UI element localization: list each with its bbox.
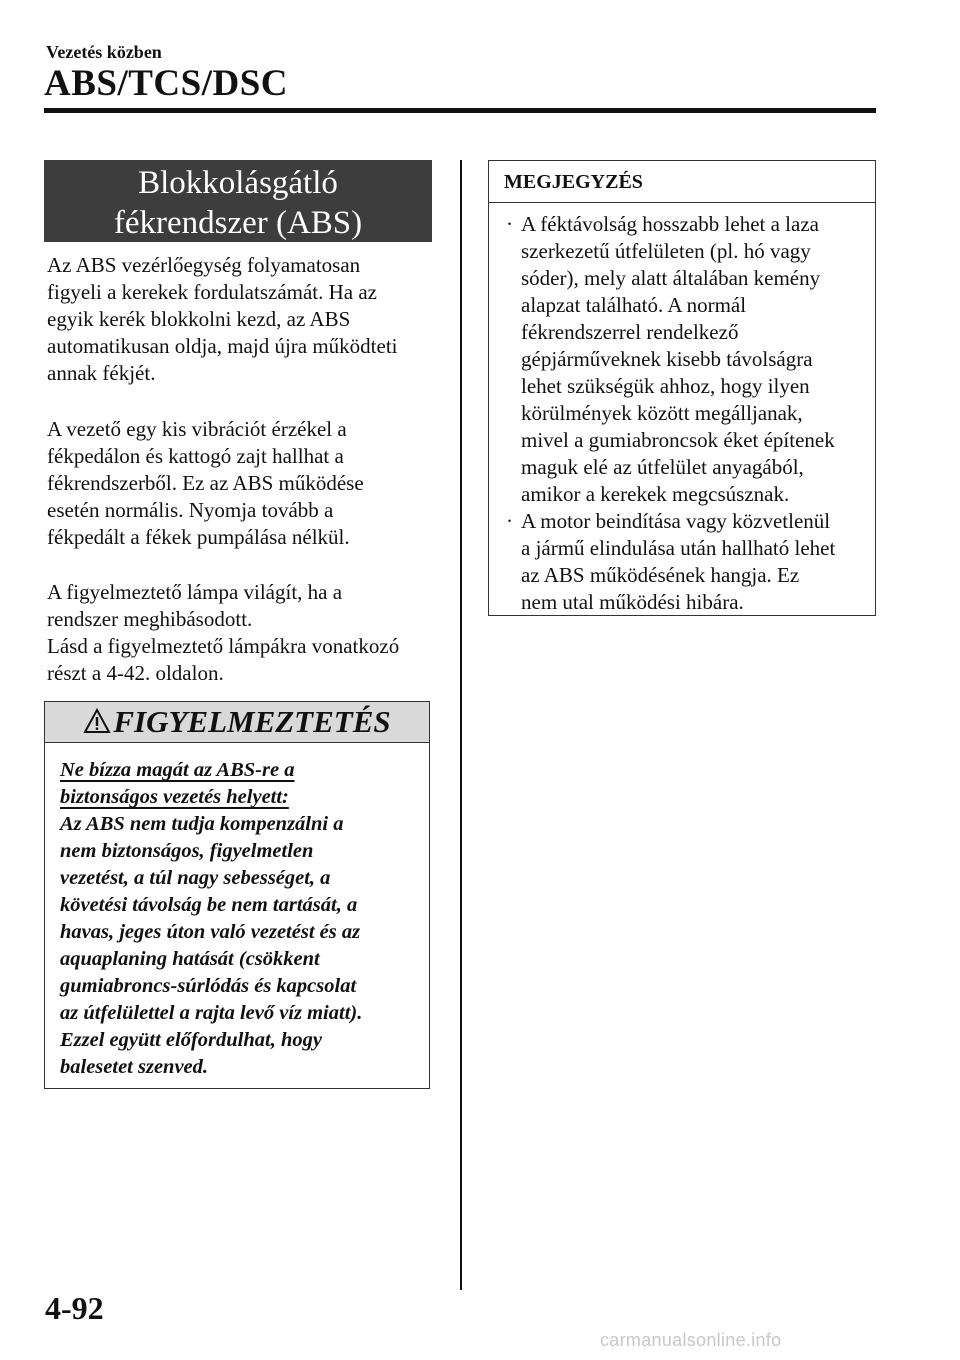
note-text-line: A féktávolság hosszabb lehet a laza (521, 212, 819, 236)
note-text-line: fékrendszerrel rendelkező (521, 320, 739, 344)
paragraph-vibration (47, 416, 432, 551)
note-text-line: az ABS működésének hangja. Ez (521, 563, 800, 587)
note-text-line: maguk elé az útfelület anyagából, (521, 455, 804, 479)
column-divider (460, 160, 462, 1290)
text-line: esetén normális. Nyomja tovább a (47, 498, 334, 522)
note-text-line: A motor beindítása vagy közvetlenül (521, 509, 831, 533)
text-line: fékpedálon és kattogó zajt hallhat a (47, 444, 344, 468)
warning-heading-line: Ne bízza magát az ABS-re a (60, 759, 295, 781)
section-title-line2: fékrendszer (ABS) (113, 205, 363, 241)
warning-text-line: nem biztonságos, figyelmetlen (60, 840, 314, 862)
text-line: fékrendszerből. Ez az ABS működése (47, 471, 364, 495)
watermark: carmanualsonline.info (600, 1330, 782, 1350)
note-text-line: szerkezetű útfelületen (pl. hó vagy (521, 239, 811, 263)
note-text-line: lehet szükségük ahhoz, hogy ilyen (521, 374, 810, 398)
text-line: Lásd a figyelmeztető lámpákra vonatkozó (47, 634, 400, 658)
warning-text-line: Az ABS nem tudja kompenzálni a (60, 813, 344, 835)
text-line: egyik kerék blokkolni kezd, az ABS (47, 307, 351, 331)
note-text-line: gépjárműveknek kisebb távolságra (521, 347, 813, 371)
text-line: rendszer meghibásodott. (47, 607, 253, 631)
note-box (488, 160, 876, 616)
warning-text-line: balesetet szenved. (60, 1056, 209, 1078)
page-number: 4-92 (45, 1290, 104, 1326)
warning-text-line: vezetést, a túl nagy sebességet, a (60, 867, 331, 889)
bullet-icon: · (506, 509, 513, 533)
warning-triangle-icon (83, 708, 111, 734)
text-line: A vezető egy kis vibrációt érzékel a (47, 417, 347, 441)
note-text-line: amikor a kerekek megcsúsznak. (521, 482, 790, 506)
warning-text-line: az útfelülettel a rajta levő víz miatt). (60, 1002, 363, 1024)
warning-text-line: követési távolság be nem tartását, a (60, 894, 358, 916)
text-line: A figyelmeztető lámpa világít, ha a (47, 580, 343, 604)
text-line: Az ABS vezérlőegység folyamatosan (47, 253, 361, 277)
note-text-line: nem utal működési hibára. (521, 590, 744, 614)
bullet-icon: · (506, 212, 513, 236)
text-line: figyeli a kerekek fordulatszámát. Ha az (47, 280, 378, 304)
text-line: automatikusan oldja, majd újra működteti (47, 334, 398, 358)
note-text-line: a jármű elindulása után hallható lehet (521, 536, 836, 560)
note-item (503, 211, 873, 508)
section-title-box (44, 160, 432, 242)
warning-header (45, 702, 429, 743)
warning-title: FIGYELMEZTETÉS (113, 704, 391, 739)
warning-box (44, 701, 430, 1089)
paragraph-abs-description (47, 252, 432, 387)
note-text-line: körülmények között megálljanak, (521, 401, 803, 425)
note-item (503, 508, 873, 616)
section-label: Vezetés közben (46, 42, 162, 62)
note-title: MEGJEGYZÉS (489, 161, 875, 203)
warning-text-line: havas, jeges úton való vezetést és az (60, 921, 361, 943)
section-title-line1: Blokkolásgátló (138, 165, 338, 201)
warning-text-line: aquaplaning hatását (csökkent (60, 948, 320, 970)
note-text-line: sóder), mely alatt általában kemény (521, 266, 821, 290)
note-text-line: mivel a gumiabroncsok éket építenek (521, 428, 835, 452)
text-line: fékpedált a fékek pumpálása nélkül. (47, 525, 350, 549)
warning-body (60, 757, 425, 1081)
warning-text-line: gumiabroncs-súrlódás és kapcsolat (60, 975, 357, 997)
paragraph-warning-lamp (47, 579, 432, 687)
text-line: részt a 4-42. oldalon. (47, 661, 224, 685)
page-title: ABS/TCS/DSC (44, 63, 289, 104)
warning-heading-line: biztonságos vezetés helyett: (60, 786, 289, 808)
note-body (503, 211, 873, 616)
header-divider (44, 108, 876, 113)
text-line: annak fékjét. (47, 361, 156, 385)
note-text-line: alapzat található. A normál (521, 293, 747, 317)
warning-text-line: Ezzel együtt előfordulhat, hogy (60, 1029, 322, 1051)
